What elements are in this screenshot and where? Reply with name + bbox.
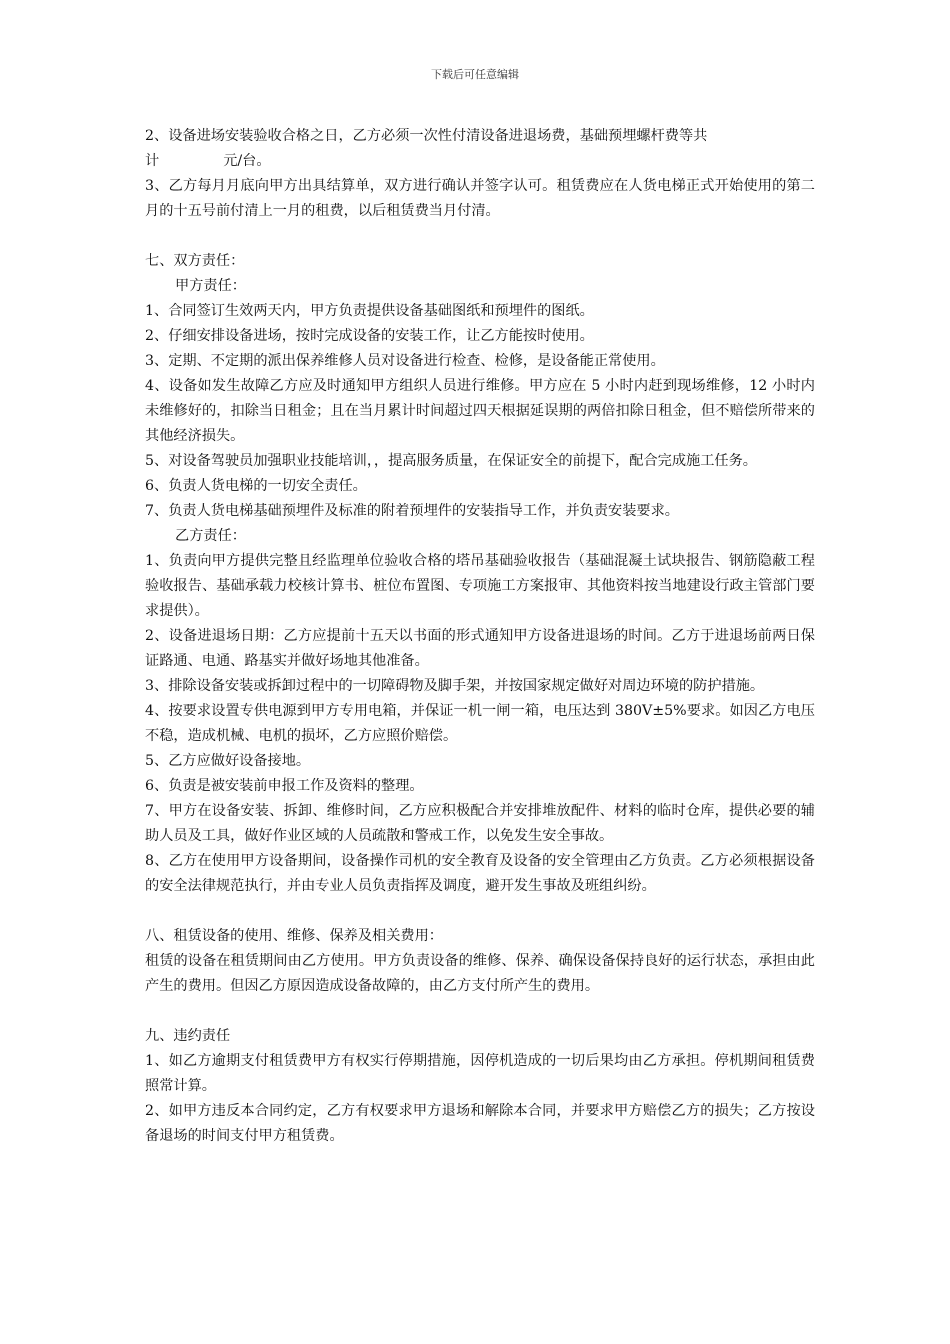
party-a-item-1: 1、合同签订生效两天内，甲方负责提供设备基础图纸和预埋件的图纸。 (145, 303, 594, 319)
party-b-item-7: 7、甲方在设备安装、拆卸、维修时间，乙方应积极配合并安排堆放配件、材料的临时仓库，提供必要的辅助人员及工具，做好作业区域的人员疏散和警戒工作，以免发生安全事故。 (145, 803, 815, 844)
party-b-item-6: 6、负责是被安装前申报工作及资料的整理。 (145, 778, 424, 794)
section-8-body: 租赁的设备在租赁期间由乙方使用。甲方负责设备的维修、保养、确保设备保持良好的运行状态，承担由此产生的费用。但因乙方原因造成设备故障的，由乙方支付所产生的费用。 (145, 953, 815, 994)
party-a-item-4: 4、设备如发生故障乙方应及时通知甲方组织人员进行维修。甲方应在 5 小时内赶到现场维修，12 小时内未维修好的，扣除当日租金；且在当月累计时间超过四天根据延误期的两倍扣除日租金，但不赔偿所带来的其他经济损失。 (145, 378, 815, 444)
document-body (145, 124, 815, 1149)
party-b-item-4: 4、按要求设置专供电源到甲方专用电箱，并保证一机一闸一箱，电压达到 380V±5%要求。如因乙方电压不稳，造成机械、电机的损坏，乙方应照价赔偿。 (145, 703, 815, 744)
party-a-item-7: 7、负责人货电梯基础预埋件及标准的附着预埋件的安装指导工作，并负责安装要求。 (145, 503, 679, 519)
section-9-title: 九、违约责任 (145, 1028, 231, 1044)
clause-6-3: 3、乙方每月月底向甲方出具结算单，双方进行确认并签字认可。租赁费应在人货电梯正式开始使用的第二月的十五号前付清上一月的租费，以后租赁费当月付清。 (145, 178, 815, 219)
clause-6-2-unit: 元/台。 (223, 153, 271, 169)
party-b-item-1: 1、负责向甲方提供完整且经监理单位验收合格的塔吊基础验收报告（基础混凝土试块报告、钢筋隐蔽工程验收报告、基础承载力校核计算书、桩位布置图、专项施工方案报审、其他资料按当地建设行政主管部门要求提供）。 (145, 553, 815, 619)
section-8-title: 八、租赁设备的使用、维修、保养及相关费用： (145, 928, 443, 944)
party-a-title: 甲方责任： (175, 278, 246, 294)
clause-6-2-text: 2、设备进场安装验收合格之日，乙方必须一次性付清设备进退场费，基础预埋螺杆费等共 (145, 128, 708, 144)
party-b-item-8: 8、乙方在使用甲方设备期间，设备操作司机的安全教育及设备的安全管理由乙方负责。乙方必须根据设备的安全法律规范执行，并由专业人员负责指挥及调度，避开发生事故及班组纠纷。 (145, 853, 815, 894)
clause-6-2-unit-label: 计 (145, 153, 160, 169)
section-9-item-1: 1、如乙方逾期支付租赁费甲方有权实行停期措施，因停机造成的一切后果均由乙方承担。停机期间租赁费照常计算。 (145, 1053, 815, 1094)
section-7-title: 七、双方责任： (145, 253, 245, 269)
section-9-item-2: 2、如甲方违反本合同约定，乙方有权要求甲方退场和解除本合同，并要求甲方赔偿乙方的损失；乙方按设备退场的时间支付甲方租赁费。 (145, 1103, 815, 1144)
party-b-title: 乙方责任： (175, 528, 246, 544)
party-b-item-3: 3、排除设备安装或拆卸过程中的一切障碍物及脚手架，并按国家规定做好对周边环境的防护措施。 (145, 678, 765, 694)
party-a-item-5: 5、对设备驾驶员加强职业技能培训，，提高服务质量，在保证安全的前提下，配合完成施工任务。 (145, 453, 757, 469)
party-b-item-2: 2、设备进退场日期：乙方应提前十五天以书面的形式通知甲方设备进退场的时间。乙方于进退场前两日保证路通、电通、路基实并做好场地其他准备。 (145, 628, 815, 669)
party-a-item-6: 6、负责人货电梯的一切安全责任。 (145, 478, 367, 494)
party-a-item-2: 2、仔细安排设备进场，按时完成设备的安装工作，让乙方能按时使用。 (145, 328, 594, 344)
party-b-item-5: 5、乙方应做好设备接地。 (145, 753, 311, 769)
clause-6-2 (145, 124, 815, 174)
page-header: 下载后可任意编辑 (431, 68, 519, 81)
party-a-item-3: 3、定期、不定期的派出保养维修人员对设备进行检查、检修，是设备能正常使用。 (145, 353, 665, 369)
